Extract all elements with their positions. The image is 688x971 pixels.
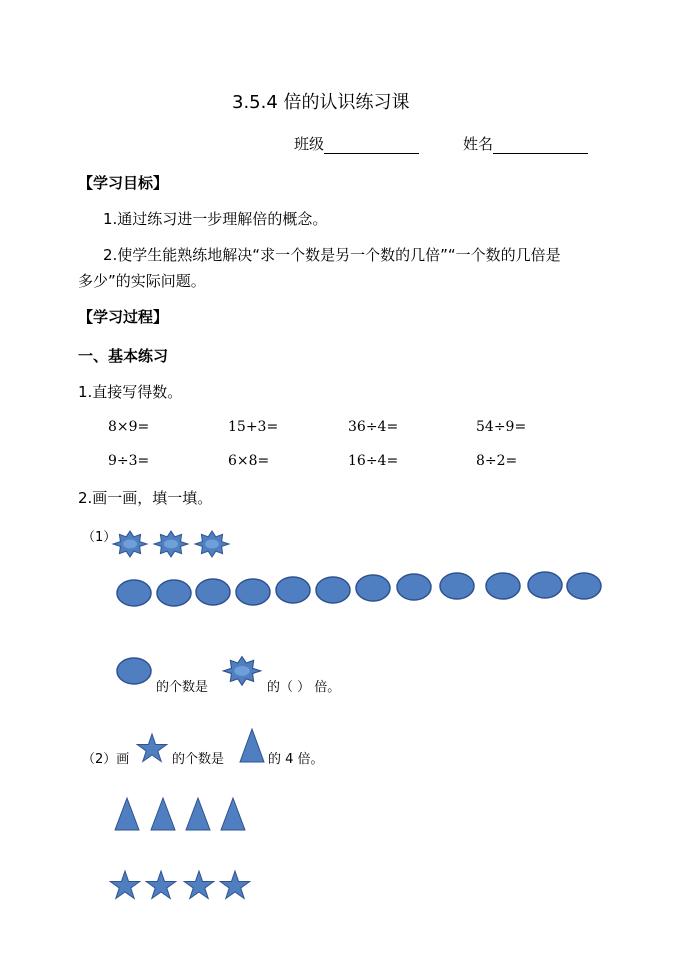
- star8-icon: [154, 531, 188, 557]
- circle-icon: [486, 573, 520, 599]
- q1-item: 36÷4=: [348, 419, 399, 435]
- section1-heading: 一、基本练习: [78, 347, 169, 365]
- circle-icon: [196, 579, 230, 605]
- circle-icon: [157, 580, 191, 606]
- circle-icon: [567, 573, 601, 599]
- circle-row: [110, 567, 610, 613]
- name-field: [463, 133, 588, 154]
- triangle-icon: [221, 798, 245, 830]
- page-title: 3.5.4 倍的认识练习课: [232, 92, 410, 113]
- circle-icon: [356, 575, 390, 601]
- name-label: 姓名: [463, 135, 494, 153]
- star5-icon: [184, 871, 214, 899]
- triangle-icon: [115, 798, 139, 830]
- q1-title: 1.直接写得数。: [78, 383, 183, 401]
- q1-item: 9÷3=: [108, 453, 150, 469]
- goals-heading: 【学习目标】: [78, 174, 169, 192]
- star8-icon: [220, 655, 264, 689]
- q1-item: 6×8=: [228, 453, 270, 469]
- star8-icon: [195, 531, 229, 557]
- star5-icon: [110, 871, 140, 899]
- q2-part1-text-a: 的个数是: [156, 680, 209, 695]
- triangle-icon: [151, 798, 175, 830]
- circle-icon: [397, 574, 431, 600]
- triangle-icon: [186, 798, 210, 830]
- goal-item-1: 1.通过练习进一步理解倍的概念。: [103, 210, 328, 228]
- q1-item: 8×9=: [108, 419, 150, 435]
- q1-item: 16÷4=: [348, 453, 399, 469]
- q2-part1-label: （1）: [82, 530, 117, 545]
- circle-icon: [528, 572, 562, 598]
- q2-part2-text-a: 的个数是: [172, 752, 225, 767]
- q1-item: 54÷9=: [476, 419, 527, 435]
- goal-item-2-line-2: 多少”的实际问题。: [78, 272, 206, 290]
- circle-icon: [236, 579, 270, 605]
- process-heading: 【学习过程】: [78, 308, 169, 326]
- circle-icon: [117, 580, 151, 606]
- q2-part2-text-b: 的 4 倍。: [268, 752, 324, 767]
- star5-icon: [220, 871, 250, 899]
- circle-icon: [115, 656, 153, 688]
- q2-part1-text-b: 的（ ） 倍。: [267, 680, 341, 695]
- q1-item: 8÷2=: [476, 453, 518, 469]
- name-blank: [493, 137, 588, 154]
- q2-title: 2.画一画，填一填。: [78, 489, 213, 507]
- star8-row: [110, 530, 240, 560]
- triangle-icon: [238, 728, 266, 764]
- star8-icon: [113, 531, 147, 557]
- star5-icon: [146, 871, 176, 899]
- class-label: 班级: [294, 135, 325, 153]
- circle-icon: [316, 577, 350, 603]
- class-blank: [324, 137, 419, 154]
- q2-part2-label: （2）画: [82, 752, 130, 767]
- circle-icon: [440, 573, 474, 599]
- circle-icon: [276, 577, 310, 603]
- star5-icon: [135, 733, 169, 763]
- triangle-row: [114, 796, 250, 832]
- q1-item: 15+3=: [228, 419, 279, 435]
- class-field: [294, 133, 419, 154]
- star5-row: [108, 870, 256, 902]
- goal-item-2-line-1: 2.使学生能熟练地解决“求一个数是另一个数的几倍”“一个数的几倍是: [103, 246, 561, 264]
